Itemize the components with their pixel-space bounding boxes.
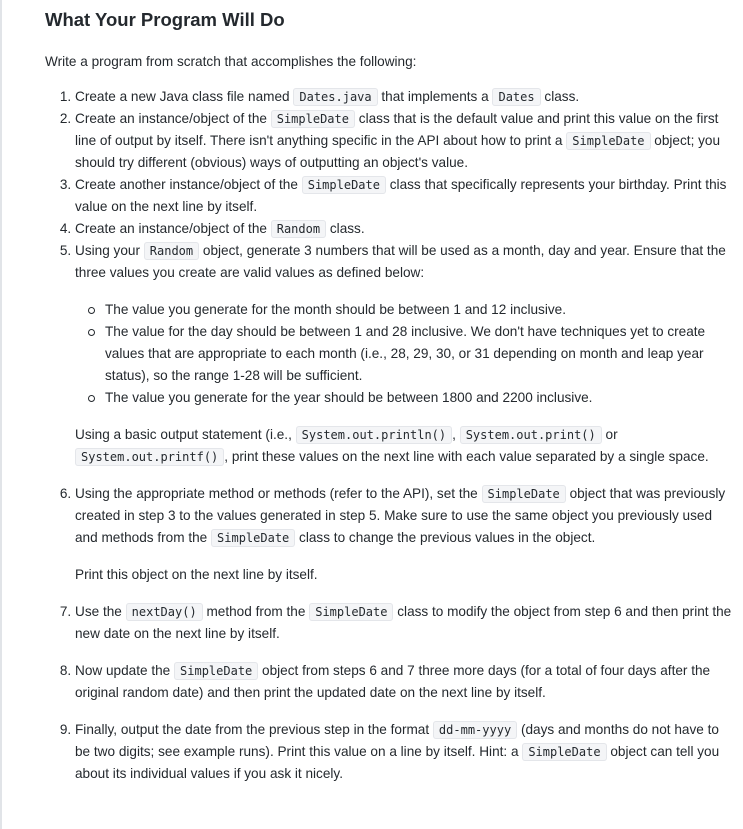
code-date-format: dd-mm-yyyy: [433, 721, 517, 739]
code-dates-java: Dates.java: [293, 88, 377, 106]
code-nextday: nextDay(): [126, 603, 203, 621]
range-bullet-list: [75, 299, 735, 409]
code-simpledate: SimpleDate: [302, 176, 386, 194]
intro-text: Write a program from scratch that accomplishes the following:: [45, 54, 417, 69]
code-random: Random: [144, 242, 199, 260]
step-1: 1. Create a new Java class file named Dates.java that implements a Dates class.: [75, 86, 735, 108]
bullet-month-range: The value you generate for the month should be between 1 and 12 inclusive.: [105, 299, 735, 321]
step-6-paragraph: 6. Using the appropriate method or methods (refer to the API), set the SimpleDate object that was previously created in step 3 to the values generated in step 5. Make sure to use the same object you previously used and methods from the SimpleDate class to change the previous values in the object.: [75, 486, 726, 545]
step-6: [75, 483, 735, 586]
code-simpledate: SimpleDate: [211, 529, 295, 547]
bullet-year-range: The value you generate for the year should be between 1800 and 2200 inclusive.: [105, 387, 735, 409]
left-border: [0, 0, 2, 829]
step-5-paragraph: 5. Using your Random object, generate 3 numbers that will be used as a month, day and year. Ensure that the three values you create are valid values as defined below:: [75, 243, 726, 280]
bullet-day-range: The value for the day should be between 1 and 28 inclusive. We don't have techniques yet to create values that are appropriate to each month (i.e., 28, 29, 30, or 31 depending on month and leap year status), so the range 1-28 will be sufficient.: [105, 321, 735, 387]
steps-container: [45, 86, 735, 785]
step-9: 9. Finally, output the date from the previous step in the format dd-mm-yyyy (days and months do not have to be two digits; see example runs). Print this value on a line by itself. Hint: a SimpleDate object can tell you about its individual values if you ask it nicely.: [75, 719, 735, 785]
code-random: Random: [271, 220, 326, 238]
section-heading: What Your Program Will Do: [45, 9, 285, 30]
code-simpledate: SimpleDate: [566, 132, 650, 150]
step-5-output-paragraph: Using a basic output statement (i.e., System.out.println() , System.out.print() or System.out.printf() , print these values on the next line with each value separated by a single space.: [75, 427, 709, 464]
code-println: System.out.println(): [296, 426, 453, 444]
code-simpledate: SimpleDate: [482, 485, 566, 503]
code-dates: Dates: [492, 88, 540, 106]
step-3: 3. Create another instance/object of the SimpleDate class that specifically represents your birthday. Print this value on the next line by itself.: [75, 174, 735, 218]
code-simpledate: SimpleDate: [271, 110, 355, 128]
step-7: 7. Use the nextDay() method from the SimpleDate class to modify the object from step 6 and then print the new date on the next line by itself.: [75, 601, 735, 645]
step-6-print-paragraph: Print this object on the next line by itself.: [75, 567, 318, 582]
code-simpledate: SimpleDate: [309, 603, 393, 621]
steps-list: [45, 86, 735, 785]
code-printf: System.out.printf(): [75, 448, 224, 466]
step-5: [75, 240, 735, 468]
step-2: 2. Create an instance/object of the SimpleDate class that is the default value and print this value on the first line of output by itself. There isn't anything specific in the API about how to print a SimpleDate object; you should try different (obvious) ways of outputting an object's value.: [75, 108, 735, 174]
code-simpledate: SimpleDate: [174, 662, 258, 680]
step-8: 8. Now update the SimpleDate object from steps 6 and 7 three more days (for a total of four days after the original random date) and then print the updated date on the next line by itself.: [75, 660, 735, 704]
code-print: System.out.print(): [460, 426, 602, 444]
step-4: 4. Create an instance/object of the Random class.: [75, 218, 735, 240]
code-simpledate: SimpleDate: [522, 743, 606, 761]
